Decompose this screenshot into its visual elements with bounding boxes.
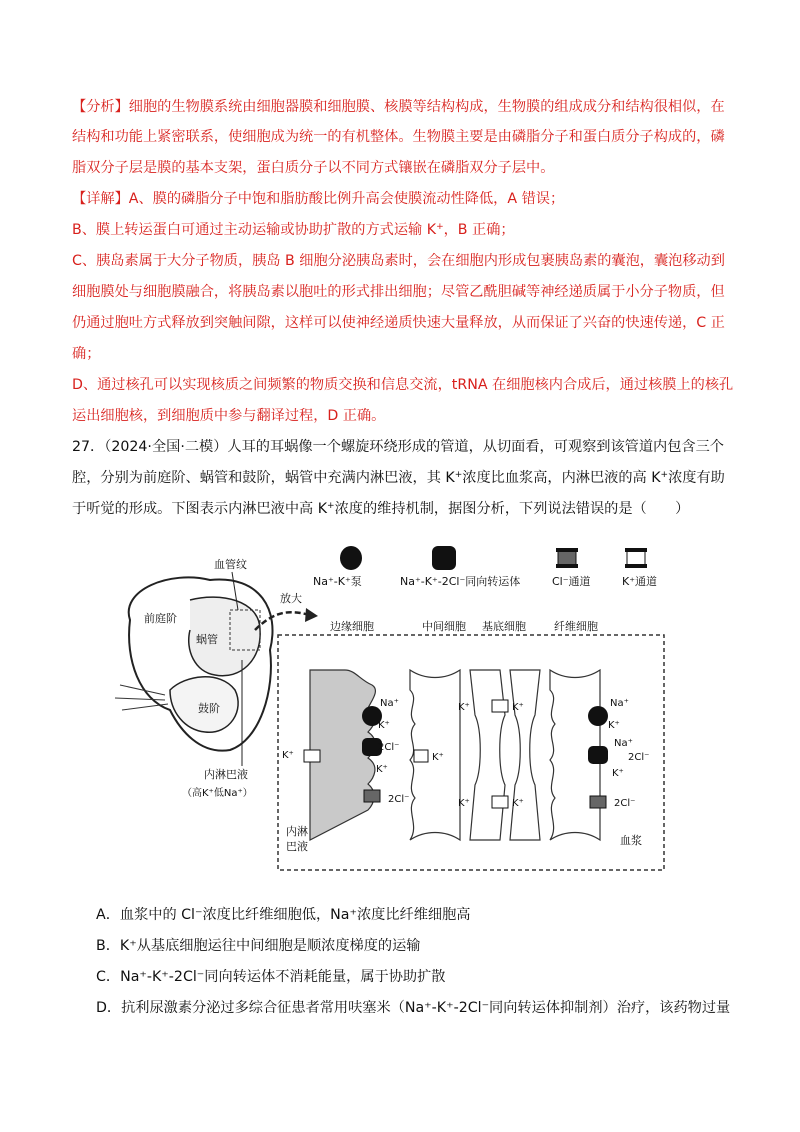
zoom-arrow [255,612,310,630]
fibro-k-label: K⁺ [608,720,620,731]
endolymph-box-label-2: 巴液 [286,840,308,853]
endolymph-box-label-1: 内淋 [286,825,308,838]
option-b: B．K⁺从基底细胞运往中间细胞是顺浓度梯度的运输 [96,938,421,954]
marginal-k-out-label: K⁺ [282,750,294,761]
basal-k-label-4: K⁺ [512,798,524,809]
detail-line-c1: C、胰岛素属于大分子物质，胰岛 B 细胞分泌胰岛素时，会在细胞内形成包裹胰岛素的囊泡，囊泡移动到 [72,253,725,269]
vestibular-label: 前庭阶 [144,612,177,625]
question-line-1: 27．（2024·全国·二模）人耳的耳蜗像一个螺旋环绕形成的管道，从切面看，可观察到该管道内包含三个 [72,439,724,455]
cochlea-figure [110,540,670,880]
vessel-label: 血管纹 [214,558,247,571]
analysis-line-1: 【分析】细胞的生物膜系统由细胞器膜和细胞膜、核膜等结构构成，生物膜的组成成分和结构很相似，在 [72,99,725,115]
detail-line-c2: 细胞膜处与细胞膜融合，将胰岛素以胞吐的形式排出细胞；尽管乙酰胆碱等神经递质属于小分子物质，但 [72,284,725,300]
k-channel-intermediate [414,750,428,762]
k-channel-basal-top [492,700,508,712]
basal-cell-1 [470,670,505,840]
tympanic-label: 鼓阶 [198,702,220,715]
marginal-k-label: K⁺ [378,720,390,731]
cl-channel-legend-icon [556,548,578,568]
option-a: A．血浆中的 Cl⁻浓度比纤维细胞低，Na⁺浓度比纤维细胞高 [96,907,471,923]
basal-cell-2 [510,670,540,840]
marginal-2cl2-label: 2Cl⁻ [388,794,410,805]
marginal-k2-label: K⁺ [376,764,388,775]
plasma-label: 血浆 [620,834,642,847]
fibro-na2-label: Na⁺ [614,738,633,749]
na-k-pump-fibro [588,706,608,726]
marginal-cell-label: 边缘细胞 [330,620,374,633]
marginal-2cl-label: 2Cl⁻ [378,742,400,753]
detail-line-c4: 确； [72,346,101,362]
option-d: D．抗利尿激素分泌过多综合征患者常用呋塞米（Na⁺-K⁺-2Cl⁻同向转运体抑制剂）治疗，该药物过量 [96,1000,731,1016]
k-channel-legend-icon [625,548,647,568]
fibro-2cl2-label: 2Cl⁻ [614,798,636,809]
intermediate-cell-label: 中间细胞 [422,620,466,633]
k-channel-basal-bottom [492,796,508,808]
detail-line-b: B、膜上转运蛋白可通过主动运输或协助扩散的方式运输 K+，B 正确； [72,222,515,238]
fibro-2cl-label: 2Cl⁻ [628,752,650,763]
basal-k-label-2: K⁺ [512,702,524,713]
question-line-2: 腔，分别为前庭阶、蜗管和鼓阶，蜗管中充满内淋巴液，其 K+浓度比血浆高，内淋巴液的高 K+浓度有助 [72,470,725,486]
legend-cotrans-label: Na⁺-K⁺-2Cl⁻同向转运体 [400,575,521,588]
analysis-line-3: 脂双分子层是膜的基本支架，蛋白质分子以不同方式镶嵌在磷脂双分子层中。 [72,160,555,176]
cochlear-duct-label: 蜗管 [196,633,218,646]
basal-cell-label: 基底细胞 [482,620,526,633]
basal-k-label-3: K⁺ [458,798,470,809]
cotransporter-fibro [588,746,608,764]
cotransporter-legend-icon [432,546,456,570]
analysis-line-2: 结构和功能上紧密联系，使细胞成为统一的有机整体。生物膜主要是由磷脂分子和蛋白质分子构成的，磷 [72,129,725,145]
legend-pump-label: Na⁺-K⁺泵 [313,575,362,588]
detail-line-a: 【详解】A、膜的磷脂分子中饱和脂肪酸比例升高会使膜流动性降低，A 错误； [72,191,565,207]
question-line-3: 于听觉的形成。下图表示内淋巴液中高 K+浓度的维持机制，据图分析，下列说法错误的是（ ） [72,501,690,517]
fibro-cell-label: 纤维细胞 [554,620,598,633]
cl-channel-marginal [364,790,380,802]
detail-line-d1: D、通过核孔可以实现核质之间频繁的物质交换和信息交流，tRNA 在细胞核内合成后，通过核膜上的核孔 [72,377,734,393]
fibro-k2-label: K⁺ [612,768,624,779]
endolymph-note: （高K⁺低Na⁺） [182,788,253,799]
detail-line-d2: 运出细胞核，到细胞质中参与翻译过程，D 正确。 [72,408,386,424]
zoom-label: 放大 [280,592,302,605]
fibro-na-label: Na⁺ [610,698,629,709]
endolymph-label: 内淋巴液 [204,768,248,781]
cl-channel-fibro [590,796,606,808]
k-channel-marginal [304,750,320,762]
intermediate-k-label: K⁺ [432,752,444,763]
cochlea-section [115,577,273,750]
legend-cl-label: Cl⁻通道 [552,575,591,588]
detail-line-c3: 仍通过胞吐方式释放到突触间隙，这样可以使神经递质快速大量释放，从而保证了兴奋的快速传递，C 正 [72,315,725,331]
option-c: C．Na⁺-K⁺-2Cl⁻同向转运体不消耗能量，属于协助扩散 [96,969,446,985]
legend-k-label: K⁺通道 [622,575,658,588]
basal-k-label-1: K⁺ [458,702,470,713]
na-k-pump-legend-icon [340,546,362,570]
marginal-na-label: Na⁺ [380,698,399,709]
